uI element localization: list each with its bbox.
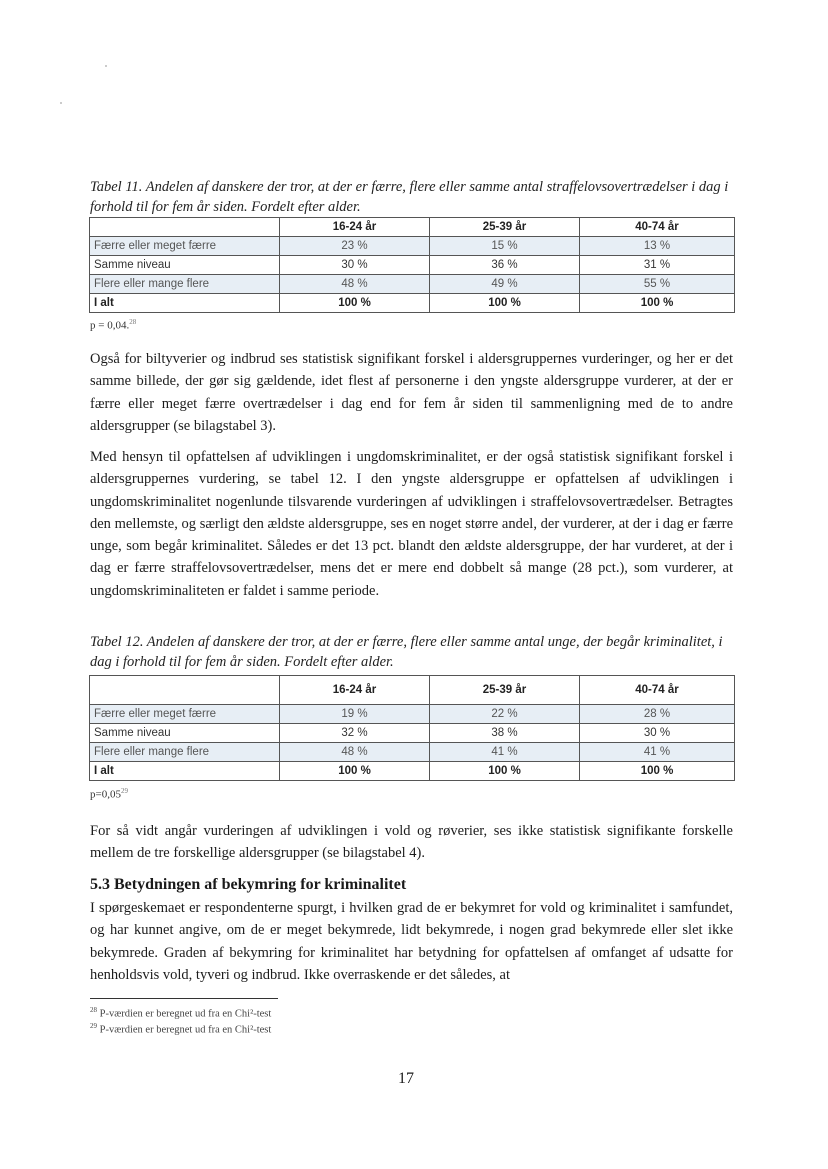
table-header-row — [90, 218, 735, 237]
table-11-caption: Tabel 11. Andelen af danskere der tror, at der er færre, flere eller samme antal straffelovsovertrædelser i dag i forhold til for fem år siden. Fordelt efter alder. — [90, 179, 729, 215]
footnote-divider — [90, 998, 278, 999]
footnote-text: P-værdien er beregnet ud fra en Chi²-test — [99, 1024, 272, 1036]
table-11 — [89, 217, 735, 313]
table-total-row — [90, 294, 735, 313]
table-cell: 13 % — [580, 237, 735, 256]
table-cell: 100 % — [280, 294, 430, 313]
table-11-p-value — [90, 318, 136, 332]
footnote — [90, 1006, 271, 1020]
table-cell: 48 % — [280, 743, 430, 762]
row-label: Flere eller mange flere — [90, 743, 280, 762]
p-value-text: p=0,05 — [90, 788, 121, 801]
table-cell: 100 % — [580, 762, 735, 781]
footnote-number: 28 — [90, 1006, 97, 1014]
table-cell: 100 % — [430, 294, 580, 313]
table-cell: 100 % — [430, 762, 580, 781]
paragraph-2: Med hensyn til opfattelsen af udviklingen i ungdomskriminalitet, er der også statistisk signifikant forskel i aldersgruppernes vurdering, se tabel 12. I den yngste aldersgruppe er opfattelsen af udviklingen i ungdomskriminalitet nogenlunde tilsvarende vurderingen af udviklingen i straffelovsovertrædelser. Betragtes den mellemste, og særligt den ældste aldersgruppe, ses en noget større andel, der vurderer, at der i dag er færre unge, som begår kriminalitet. Således er det 13 pct. blandt den ældste aldersgruppe, der har vurderet, at der i dag er færre straffelovsovertrædelser, mens det er mere end dobbelt så mange (28 pct.), som vurderer, at ungdomskriminaliteten er faldet i samme periode. — [90, 449, 733, 599]
table-row — [90, 705, 735, 724]
table-cell: 38 % — [430, 724, 580, 743]
row-label: Flere eller mange flere — [90, 275, 280, 294]
table-total-row — [90, 762, 735, 781]
table-header-cell: 25-39 år — [430, 218, 580, 237]
table-header-row — [90, 676, 735, 705]
table-12-caption: Tabel 12. Andelen af danskere der tror, at der er færre, flere eller samme antal unge, der begår kriminalitet, i dag i forhold til for fem år siden. Fordelt efter alder. — [90, 634, 723, 670]
table-header-cell: 16-24 år — [280, 218, 430, 237]
table-cell: 100 % — [280, 762, 430, 781]
table-header-cell — [90, 218, 280, 237]
scan-speck — [105, 65, 107, 67]
table-cell: 48 % — [280, 275, 430, 294]
row-label: I alt — [90, 294, 280, 313]
table-cell: 19 % — [280, 705, 430, 724]
row-label: Færre eller meget færre — [90, 237, 280, 256]
table-row — [90, 237, 735, 256]
table-cell: 49 % — [430, 275, 580, 294]
table-cell: 36 % — [430, 256, 580, 275]
row-label: I alt — [90, 762, 280, 781]
table-cell: 22 % — [430, 705, 580, 724]
table-12 — [89, 675, 735, 781]
table-cell: 28 % — [580, 705, 735, 724]
page-number: 17 — [398, 1070, 414, 1087]
table-cell: 30 % — [580, 724, 735, 743]
table-header-cell: 40-74 år — [580, 218, 735, 237]
scan-speck — [60, 102, 62, 104]
footnote-ref: 28 — [129, 318, 137, 326]
table-header-cell: 16-24 år — [280, 676, 430, 705]
p-value-text: p = 0,04. — [90, 319, 130, 332]
table-cell: 100 % — [580, 294, 735, 313]
table-header-cell: 40-74 år — [580, 676, 735, 705]
table-row — [90, 724, 735, 743]
table-cell: 41 % — [430, 743, 580, 762]
table-row — [90, 743, 735, 762]
footnote-ref: 29 — [120, 787, 128, 795]
table-12-p-value — [90, 787, 128, 801]
table-row — [90, 256, 735, 275]
row-label: Samme niveau — [90, 724, 280, 743]
section-paragraph: I spørgeskemaet er respondenterne spurgt, i hvilken grad de er bekymret for vold og kriminalitet i samfundet, og har kunnet angive, om de er meget bekymrede, lidt bekymrede, i nogen grad bekymrede eller slet ikke bekymrede. Graden af bekymring for kriminalitet har betydning for opfattelsen af omfanget af udsatte for henholdsvis vold, tyveri og indbrud. Ikke overraskende er det således, at — [90, 900, 733, 983]
paragraph-1: Også for biltyverier og indbrud ses statistisk signifikant forskel i aldersgruppernes vurderinger, og her er det samme billede, der gør sig gældende, idet flest af personerne i den yngste aldersgruppe vurderer, at der er færre eller meget færre overtrædelser i dag end for fem år siden til sammenligning med de to andre aldersgrupper (se bilagstabel 3). — [90, 351, 733, 434]
table-cell: 55 % — [580, 275, 735, 294]
row-label: Samme niveau — [90, 256, 280, 275]
section-heading: 5.3 Betydningen af bekymring for kriminalitet — [90, 876, 407, 893]
table-cell: 41 % — [580, 743, 735, 762]
footnote — [90, 1022, 271, 1036]
table-header-cell: 25-39 år — [430, 676, 580, 705]
table-cell: 23 % — [280, 237, 430, 256]
footnote-text: P-værdien er beregnet ud fra en Chi²-test — [99, 1008, 272, 1020]
row-label: Færre eller meget færre — [90, 705, 280, 724]
footnote-number: 29 — [90, 1022, 97, 1030]
table-row — [90, 275, 735, 294]
table-cell: 31 % — [580, 256, 735, 275]
paragraph-3: For så vidt angår vurderingen af udviklingen i vold og røverier, ses ikke statistisk signifikante forskelle mellem de tre forskellige aldersgrupper (se bilagstabel 4). — [90, 823, 733, 862]
table-header-cell — [90, 676, 280, 705]
table-cell: 15 % — [430, 237, 580, 256]
table-cell: 32 % — [280, 724, 430, 743]
table-cell: 30 % — [280, 256, 430, 275]
